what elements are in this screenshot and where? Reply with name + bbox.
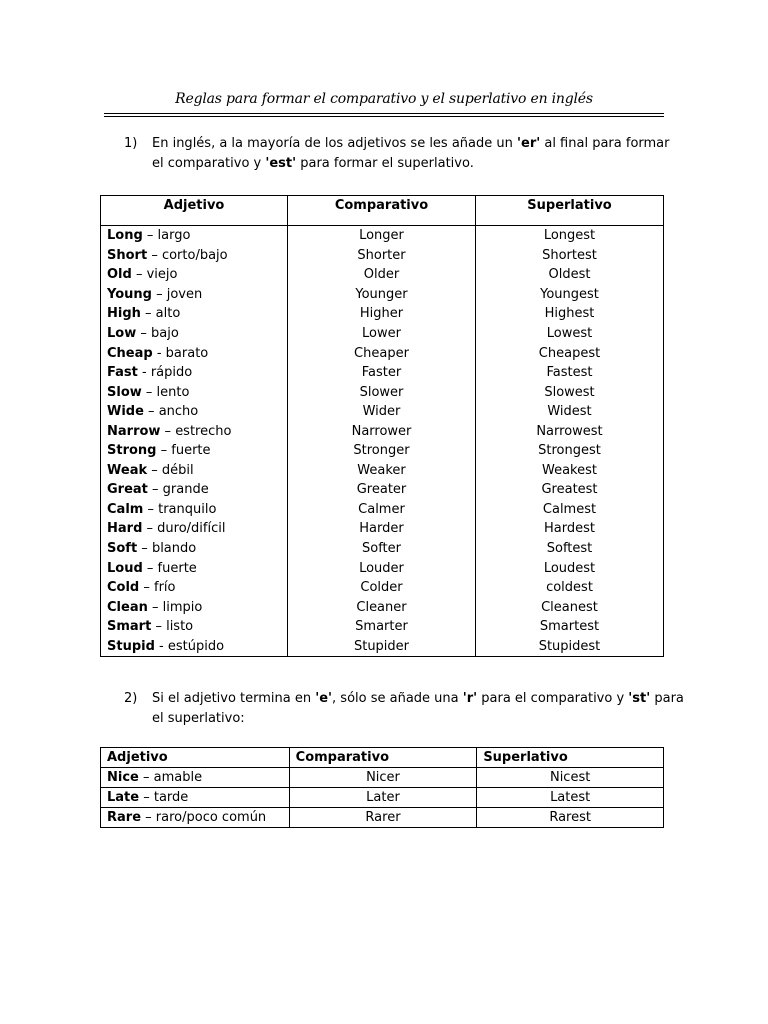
comparative-table-body bbox=[101, 226, 664, 657]
adjective-cell bbox=[101, 500, 288, 520]
adjective-english: Rare bbox=[107, 809, 142, 825]
adjective-cell bbox=[101, 480, 288, 500]
comparative-cell: Nicer bbox=[289, 768, 477, 788]
adjective-separator: – bbox=[137, 541, 152, 557]
adjective-spanish: limpio bbox=[162, 599, 203, 615]
table-row bbox=[101, 519, 664, 539]
adjective-spanish: barato bbox=[165, 345, 209, 361]
table-row bbox=[101, 558, 664, 578]
adjective-cell bbox=[101, 421, 288, 441]
table-row bbox=[101, 768, 664, 788]
table-row bbox=[101, 226, 664, 246]
adjective-cell bbox=[101, 808, 290, 828]
adjective-english: Soft bbox=[107, 541, 138, 557]
adjective-separator: – bbox=[142, 228, 158, 244]
adjective-separator: – bbox=[142, 521, 158, 537]
adjective-spanish: tarde bbox=[153, 789, 189, 805]
adjective-spanish: tranquilo bbox=[158, 501, 217, 517]
adjective-cell bbox=[101, 768, 290, 788]
adjective-spanish: rápido bbox=[150, 365, 193, 381]
adjective-separator: - bbox=[154, 638, 168, 654]
comparative-cell: Faster bbox=[288, 363, 476, 383]
table-row bbox=[101, 808, 664, 828]
comparative-cell: Older bbox=[288, 265, 476, 285]
adjective-separator: – bbox=[139, 580, 154, 596]
adjective-cell bbox=[101, 343, 288, 363]
adjective-english: Loud bbox=[107, 560, 143, 576]
superlative-cell: Cleanest bbox=[476, 597, 664, 617]
adjective-separator: – bbox=[138, 769, 154, 785]
comparative-cell: Rarer bbox=[289, 808, 477, 828]
comparative-cell: Wider bbox=[288, 402, 476, 422]
adjective-spanish: largo bbox=[157, 228, 191, 244]
superlative-cell: coldest bbox=[476, 578, 664, 598]
table-row bbox=[101, 617, 664, 637]
table-row bbox=[101, 285, 664, 305]
table-row bbox=[101, 382, 664, 402]
adjective-spanish: listo bbox=[166, 619, 194, 635]
rule-2-number: 2) bbox=[124, 691, 138, 706]
adjective-separator: – bbox=[156, 443, 172, 459]
adjective-spanish: estrecho bbox=[175, 423, 232, 439]
adjective-spanish: estúpido bbox=[167, 638, 225, 654]
superlative-cell: Weakest bbox=[476, 461, 664, 481]
adjective-separator: – bbox=[143, 404, 159, 420]
table-header-row bbox=[101, 196, 664, 226]
adjective-spanish: lento bbox=[156, 384, 190, 400]
adjective-cell bbox=[101, 539, 288, 559]
adjective-english: Slow bbox=[107, 384, 142, 400]
adjective-english: Short bbox=[107, 247, 148, 263]
adjective-separator: – bbox=[143, 501, 159, 517]
adjective-english: Young bbox=[107, 286, 152, 302]
superlative-cell: Smartest bbox=[476, 617, 664, 637]
adjective-english: Low bbox=[107, 326, 137, 341]
comparative-cell: Younger bbox=[288, 285, 476, 305]
superlative-cell: Widest bbox=[476, 402, 664, 422]
adjective-english: Wide bbox=[107, 404, 144, 420]
superlative-cell: Youngest bbox=[476, 285, 664, 305]
rule-2-paragraph bbox=[124, 689, 684, 729]
rule-2-text: Si el adjetivo termina en 'e', sólo se añade una 'r' para el comparativo y 'st' para el superlativo: bbox=[152, 691, 684, 726]
comparative-cell: Slower bbox=[288, 382, 476, 402]
header-comparativo: Comparativo bbox=[288, 196, 476, 226]
adjective-separator: – bbox=[151, 619, 167, 635]
adjective-cell bbox=[101, 382, 288, 402]
superlative-cell: Shortest bbox=[476, 246, 664, 266]
superlative-cell: Strongest bbox=[476, 441, 664, 461]
adjective-separator: - bbox=[137, 365, 151, 381]
superlative-cell: Narrowest bbox=[476, 421, 664, 441]
table-row bbox=[101, 421, 664, 441]
adjective-separator: – bbox=[136, 326, 151, 341]
table-row bbox=[101, 461, 664, 481]
comparative-cell: Louder bbox=[288, 558, 476, 578]
table-header-row bbox=[101, 748, 664, 768]
adjective-cell bbox=[101, 246, 288, 266]
adjective-spanish: grande bbox=[162, 482, 209, 498]
table-row bbox=[101, 363, 664, 383]
comparative-cell: Weaker bbox=[288, 461, 476, 481]
superlative-cell: Cheapest bbox=[476, 343, 664, 363]
adjective-english: Narrow bbox=[107, 423, 161, 439]
adjective-separator: – bbox=[141, 384, 157, 400]
adjective-spanish: corto/bajo bbox=[161, 247, 228, 263]
table-row bbox=[101, 500, 664, 520]
header-comparativo: Comparativo bbox=[289, 748, 477, 768]
e-ending-table-body bbox=[101, 768, 664, 828]
comparative-cell: Cheaper bbox=[288, 343, 476, 363]
table-row bbox=[101, 636, 664, 656]
adjective-cell bbox=[101, 226, 288, 246]
adjective-spanish: alto bbox=[155, 306, 181, 322]
adjective-cell bbox=[101, 788, 290, 808]
rule-1-paragraph bbox=[124, 134, 684, 174]
adjective-english: Late bbox=[107, 789, 140, 805]
adjective-spanish: amable bbox=[153, 769, 203, 785]
comparative-cell: Narrower bbox=[288, 421, 476, 441]
superlative-cell: Loudest bbox=[476, 558, 664, 578]
comparative-cell: Harder bbox=[288, 519, 476, 539]
header-adjetivo: Adjetivo bbox=[101, 196, 288, 226]
adjective-spanish: duro/difícil bbox=[157, 521, 226, 537]
e-ending-table bbox=[100, 747, 664, 828]
rule-1-number: 1) bbox=[124, 136, 138, 151]
comparative-cell: Cleaner bbox=[288, 597, 476, 617]
adjective-spanish: raro/poco común bbox=[155, 809, 267, 825]
comparative-cell: Shorter bbox=[288, 246, 476, 266]
superlative-cell: Latest bbox=[477, 788, 664, 808]
adjective-separator: – bbox=[147, 247, 162, 263]
adjective-spanish: fuerte bbox=[171, 443, 211, 459]
adjective-cell bbox=[101, 324, 288, 344]
adjective-spanish: débil bbox=[161, 462, 194, 478]
adjective-english: High bbox=[107, 306, 141, 322]
adjective-english: Cold bbox=[107, 580, 140, 596]
header-adjetivo: Adjetivo bbox=[101, 748, 290, 768]
title-underline-bottom bbox=[104, 116, 664, 117]
adjective-separator: – bbox=[147, 462, 162, 478]
adjective-cell bbox=[101, 597, 288, 617]
superlative-cell: Nicest bbox=[477, 768, 664, 788]
adjective-spanish: joven bbox=[166, 286, 203, 302]
table-row bbox=[101, 578, 664, 598]
table-row bbox=[101, 480, 664, 500]
adjective-separator: – bbox=[147, 482, 163, 498]
table-row bbox=[101, 441, 664, 461]
adjective-spanish: blando bbox=[151, 541, 197, 557]
table-row bbox=[101, 402, 664, 422]
adjective-cell bbox=[101, 558, 288, 578]
comparative-cell: Colder bbox=[288, 578, 476, 598]
adjective-separator: - bbox=[152, 345, 166, 361]
adjective-english: Smart bbox=[107, 619, 152, 635]
comparative-cell: Lower bbox=[288, 324, 476, 344]
title-underline-top bbox=[104, 113, 664, 114]
comparative-cell: Stronger bbox=[288, 441, 476, 461]
adjective-english: Stupid bbox=[107, 638, 155, 654]
adjective-separator: – bbox=[140, 306, 156, 322]
comparative-cell: Greater bbox=[288, 480, 476, 500]
adjective-separator: – bbox=[131, 267, 147, 283]
adjective-english: Fast bbox=[107, 365, 138, 381]
header-superlativo: Superlativo bbox=[476, 196, 664, 226]
superlative-cell: Calmest bbox=[476, 500, 664, 520]
adjective-english: Calm bbox=[107, 501, 144, 517]
table-row bbox=[101, 304, 664, 324]
superlative-cell: Slowest bbox=[476, 382, 664, 402]
adjective-cell bbox=[101, 363, 288, 383]
table-row bbox=[101, 343, 664, 363]
adjective-cell bbox=[101, 402, 288, 422]
comparative-cell: Later bbox=[289, 788, 477, 808]
superlative-cell: Hardest bbox=[476, 519, 664, 539]
adjective-english: Clean bbox=[107, 599, 148, 615]
adjective-cell bbox=[101, 285, 288, 305]
superlative-cell: Stupidest bbox=[476, 636, 664, 656]
adjective-separator: – bbox=[147, 599, 163, 615]
comparative-cell: Softer bbox=[288, 539, 476, 559]
adjective-cell bbox=[101, 304, 288, 324]
adjective-spanish: fuerte bbox=[157, 560, 197, 576]
adjective-spanish: viejo bbox=[146, 267, 178, 283]
adjective-cell bbox=[101, 578, 288, 598]
comparative-cell: Longer bbox=[288, 226, 476, 246]
comparative-table bbox=[100, 195, 664, 657]
document-title: Reglas para formar el comparativo y el superlativo en inglés bbox=[175, 91, 593, 107]
adjective-separator: – bbox=[142, 560, 158, 576]
adjective-cell bbox=[101, 519, 288, 539]
table-row bbox=[101, 597, 664, 617]
comparative-cell: Higher bbox=[288, 304, 476, 324]
adjective-separator: – bbox=[151, 286, 167, 302]
adjective-spanish: ancho bbox=[158, 404, 199, 420]
adjective-cell bbox=[101, 636, 288, 656]
rule-1-text: En inglés, a la mayoría de los adjetivos se les añade un 'er' al final para formar el comparativo y 'est' para formar el superlativo. bbox=[152, 136, 670, 171]
superlative-cell: Highest bbox=[476, 304, 664, 324]
superlative-cell: Greatest bbox=[476, 480, 664, 500]
adjective-english: Nice bbox=[107, 769, 139, 785]
comparative-cell: Stupider bbox=[288, 636, 476, 656]
superlative-cell: Longest bbox=[476, 226, 664, 246]
superlative-cell: Softest bbox=[476, 539, 664, 559]
adjective-english: Cheap bbox=[107, 345, 153, 361]
adjective-separator: – bbox=[139, 789, 154, 805]
superlative-cell: Oldest bbox=[476, 265, 664, 285]
table-row bbox=[101, 246, 664, 266]
adjective-english: Strong bbox=[107, 443, 157, 459]
adjective-english: Hard bbox=[107, 521, 143, 537]
adjective-english: Long bbox=[107, 228, 143, 244]
adjective-separator: – bbox=[141, 809, 156, 825]
comparative-cell: Smarter bbox=[288, 617, 476, 637]
adjective-cell bbox=[101, 441, 288, 461]
adjective-cell bbox=[101, 461, 288, 481]
adjective-spanish: bajo bbox=[151, 326, 179, 341]
comparative-cell: Calmer bbox=[288, 500, 476, 520]
header-superlativo: Superlativo bbox=[477, 748, 664, 768]
adjective-english: Weak bbox=[107, 462, 148, 478]
table-row bbox=[101, 265, 664, 285]
adjective-cell bbox=[101, 265, 288, 285]
adjective-spanish: frío bbox=[154, 580, 176, 596]
adjective-english: Great bbox=[107, 482, 148, 498]
superlative-cell: Lowest bbox=[476, 324, 664, 344]
table-row bbox=[101, 324, 664, 344]
table-row bbox=[101, 539, 664, 559]
table-row bbox=[101, 788, 664, 808]
superlative-cell: Fastest bbox=[476, 363, 664, 383]
superlative-cell: Rarest bbox=[477, 808, 664, 828]
adjective-cell bbox=[101, 617, 288, 637]
adjective-separator: – bbox=[160, 423, 176, 439]
adjective-english: Old bbox=[107, 267, 132, 283]
